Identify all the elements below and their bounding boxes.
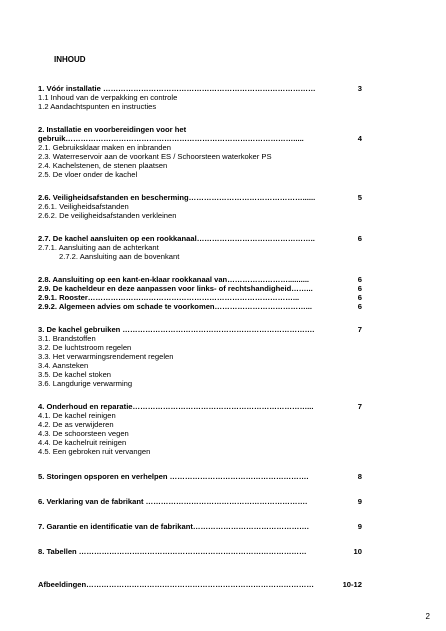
toc-heading: 1. Vóór installatie ………………………………………………………………………… (38, 84, 316, 93)
toc-entry-2-7[interactable] (38, 234, 362, 243)
toc-entry-2-6[interactable] (38, 193, 362, 202)
toc-item[interactable]: 1.1 Inhoud van de verpakking en controle (38, 93, 178, 102)
toc-entry-7[interactable] (38, 522, 362, 531)
toc-page: 4 (354, 134, 362, 143)
toc-entry-6[interactable] (38, 497, 362, 506)
toc-page: 3 (354, 84, 362, 93)
toc-subitem[interactable]: 2.7.2. Aansluiting aan de bovenkant (59, 252, 180, 261)
toc-heading: 2.9.2. Algemeen advies om schade te voorkomen………………………………... (38, 302, 313, 311)
toc-page: 5 (354, 193, 362, 202)
toc-heading: 2.9. De kacheldeur en deze aanpassen voor links- of rechtshandigheid……... (38, 284, 313, 293)
toc-item[interactable]: 2.3. Waterreservoir aan de voorkant ES / Schoorsteen waterkoker PS (38, 152, 272, 161)
toc-heading-cont: gebruik………………………………………………………………………………..... (38, 134, 304, 143)
toc-heading: Afbeeldingen……………………………………………………………………………… (38, 580, 314, 589)
toc-item[interactable]: 1.2 Aandachtspunten en instructies (38, 102, 157, 111)
toc-heading: 3. De kachel gebruiken …………………………………………………………………. (38, 325, 315, 334)
toc-item[interactable]: 3.4. Aansteken (38, 361, 89, 370)
toc-page: 8 (354, 472, 362, 481)
toc-page: 6 (354, 234, 362, 243)
toc-page: 9 (354, 522, 362, 531)
toc-item[interactable]: 2.6.1. Veiligheidsafstanden (38, 202, 129, 211)
toc-item[interactable]: 3.2. De luchtstroom regelen (38, 343, 132, 352)
toc-page: 7 (354, 325, 362, 334)
toc-entry-figures[interactable] (38, 580, 362, 589)
toc-heading: 7. Garantie en identificatie van de fabrikant………………………………………. (38, 522, 309, 531)
toc-page: 6 (354, 293, 362, 302)
toc-page: 6 (354, 275, 362, 284)
toc-heading: 2.9.1. Rooster………………………………………………………………………... (38, 293, 300, 302)
toc-entry-2-9-1[interactable] (38, 293, 362, 302)
toc-item[interactable]: 2.5. De vloer onder de kachel (38, 170, 138, 179)
toc-entry-2[interactable] (38, 125, 362, 134)
toc-item[interactable]: 2.6.2. De veiligheidsafstanden verkleinen (38, 211, 177, 220)
toc-entry-2-9-2[interactable] (38, 302, 362, 311)
toc-heading: 2.7. De kachel aansluiten op een rookkanaal……………………………………….. (38, 234, 315, 243)
toc-item[interactable]: 4.5. Een gebroken ruit vervangen (38, 447, 151, 456)
toc-entry-2-9[interactable] (38, 284, 362, 293)
toc-page: 10-12 (339, 580, 362, 589)
toc-heading: 2.8. Aansluiting op een kant-en-klaar rookkanaal van…………………….......... (38, 275, 310, 284)
toc-page: 10 (350, 547, 362, 556)
toc-entry-2-cont[interactable] (38, 134, 362, 143)
toc-item[interactable]: 4.3. De schoorsteen vegen (38, 429, 129, 438)
toc-item[interactable]: 3.3. Het verwarmingsrendement regelen (38, 352, 174, 361)
toc-entry-2-8[interactable] (38, 275, 362, 284)
toc-heading: 5. Storingen opsporen en verhelpen ………………………………………………. (38, 472, 309, 481)
page-title: INHOUD (54, 55, 86, 64)
toc-item[interactable]: 4.4. De kachelruit reinigen (38, 438, 127, 447)
toc-entry-5[interactable] (38, 472, 362, 481)
toc-item[interactable]: 4.2. De as verwijderen (38, 420, 114, 429)
toc-entry-8[interactable] (38, 547, 362, 556)
toc-heading: 2. Installatie en voorbereidingen voor het (38, 125, 187, 134)
toc-page: 6 (354, 284, 362, 293)
toc-heading: 8. Tabellen ……………………………………………………………………………… (38, 547, 307, 556)
toc-heading: 4. Onderhoud en reparatie……………………………………………………………... (38, 402, 314, 411)
page-number: 2 (425, 612, 430, 621)
toc-heading: 6. Verklaring van de fabrikant ………………………………………………………. (38, 497, 308, 506)
toc-page: 9 (354, 497, 362, 506)
toc-item[interactable]: 2.4. Kachelstenen, de stenen plaatsen (38, 161, 168, 170)
toc-page: 7 (354, 402, 362, 411)
toc-item[interactable]: 2.1. Gebruiksklaar maken en inbranden (38, 143, 171, 152)
toc-item[interactable]: 2.7.1. Aansluiting aan de achterkant (38, 243, 159, 252)
toc-item[interactable]: 3.1. Brandstoffen (38, 334, 96, 343)
toc-entry-4[interactable] (38, 402, 362, 411)
toc-heading: 2.6. Veiligheidsafstanden en bescherming………………………………………...... (38, 193, 316, 202)
toc-page: 6 (354, 302, 362, 311)
toc-entry-1[interactable] (38, 84, 362, 93)
toc-item[interactable]: 3.5. De kachel stoken (38, 370, 112, 379)
toc-item[interactable]: 3.6. Langdurige verwarming (38, 379, 133, 388)
toc-entry-3[interactable] (38, 325, 362, 334)
toc-item[interactable]: 4.1. De kachel reinigen (38, 411, 116, 420)
table-of-contents (38, 84, 362, 589)
